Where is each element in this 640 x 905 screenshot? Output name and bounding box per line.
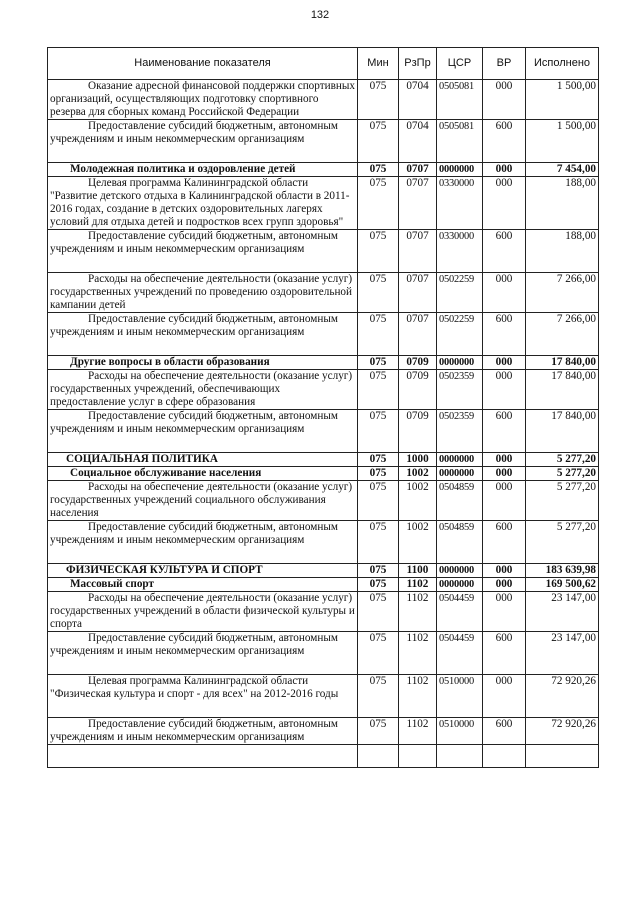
row-min: 075 bbox=[358, 177, 399, 230]
row-name: Целевая программа Калининградской области "Развитие детского отдыха в Калининградской области в 2011-2016 годах, создание в детских оздоровительных лагерях условий для отдыха детей и подростков всех групп здоровья" bbox=[48, 177, 358, 230]
row-min: 075 bbox=[358, 718, 399, 745]
row-csr: 0510000 bbox=[437, 675, 483, 702]
row-done: 188,00 bbox=[526, 177, 599, 230]
row-csr: 0504459 bbox=[437, 632, 483, 659]
row-name: Предоставление субсидий бюджетным, автономным учреждениям и иным некоммерческим организациям bbox=[48, 230, 358, 257]
row-vr: 000 bbox=[483, 80, 526, 120]
table-row bbox=[48, 273, 599, 313]
row-spacer bbox=[48, 146, 599, 163]
row-done: 5 277,20 bbox=[526, 521, 599, 548]
row-min: 075 bbox=[358, 467, 399, 481]
row-name: Другие вопросы в области образования bbox=[48, 356, 358, 370]
row-csr: 0000000 bbox=[437, 163, 483, 177]
row-csr: 0504859 bbox=[437, 481, 483, 521]
row-done: 17 840,00 bbox=[526, 356, 599, 370]
row-csr: 0504859 bbox=[437, 521, 483, 548]
row-rzpr: 0709 bbox=[399, 356, 437, 370]
row-name: Предоставление субсидий бюджетным, автономным учреждениям и иным некоммерческим организациям bbox=[48, 632, 358, 659]
table-row bbox=[48, 120, 599, 147]
row-done: 183 639,98 bbox=[526, 564, 599, 578]
row-vr: 000 bbox=[483, 578, 526, 592]
row-name: Предоставление субсидий бюджетным, автономным учреждениям и иным некоммерческим организациям bbox=[48, 718, 358, 745]
row-vr: 000 bbox=[483, 370, 526, 410]
row-done: 17 840,00 bbox=[526, 410, 599, 437]
row-min: 075 bbox=[358, 632, 399, 659]
row-vr: 000 bbox=[483, 592, 526, 632]
row-rzpr: 1102 bbox=[399, 632, 437, 659]
row-csr: 0330000 bbox=[437, 230, 483, 257]
row-name: Расходы на обеспечение деятельности (оказание услуг) государственных учреждений, обеспечивающих предоставление услуг в сфере образования bbox=[48, 370, 358, 410]
row-vr: 000 bbox=[483, 163, 526, 177]
row-rzpr: 1000 bbox=[399, 453, 437, 467]
row-min: 075 bbox=[358, 273, 399, 313]
table-row bbox=[48, 80, 599, 120]
table-row bbox=[48, 592, 599, 632]
row-csr: 0505081 bbox=[437, 120, 483, 147]
row-rzpr: 0704 bbox=[399, 120, 437, 147]
row-min: 075 bbox=[358, 410, 399, 437]
row-rzpr: 1002 bbox=[399, 481, 437, 521]
row-name: СОЦИАЛЬНАЯ ПОЛИТИКА bbox=[48, 453, 358, 467]
row-rzpr: 0707 bbox=[399, 163, 437, 177]
row-done: 5 277,20 bbox=[526, 467, 599, 481]
table-row bbox=[48, 230, 599, 257]
row-vr: 600 bbox=[483, 718, 526, 745]
row-min: 075 bbox=[358, 163, 399, 177]
row-min: 075 bbox=[358, 592, 399, 632]
row-rzpr: 1002 bbox=[399, 467, 437, 481]
row-spacer bbox=[48, 701, 599, 718]
row-name: Предоставление субсидий бюджетным, автономным учреждениям и иным некоммерческим организациям bbox=[48, 120, 358, 147]
row-done: 7 454,00 bbox=[526, 163, 599, 177]
table-row bbox=[48, 521, 599, 548]
row-min: 075 bbox=[358, 578, 399, 592]
header-vr: ВР bbox=[483, 48, 526, 80]
table-row-section bbox=[48, 578, 599, 592]
page-number: 132 bbox=[310, 9, 330, 21]
row-vr: 000 bbox=[483, 273, 526, 313]
row-csr: 0000000 bbox=[437, 453, 483, 467]
header-rzpr: РзПр bbox=[399, 48, 437, 80]
row-vr: 000 bbox=[483, 453, 526, 467]
row-csr: 0000000 bbox=[437, 467, 483, 481]
row-rzpr: 0704 bbox=[399, 80, 437, 120]
row-done: 169 500,62 bbox=[526, 578, 599, 592]
row-min: 075 bbox=[358, 80, 399, 120]
row-name: Оказание адресной финансовой поддержки спортивных организаций, осуществляющих подготовку спортивного резерва для сборных команд Российской Федерации bbox=[48, 80, 358, 120]
row-vr: 000 bbox=[483, 467, 526, 481]
row-done: 5 277,20 bbox=[526, 481, 599, 521]
row-done: 23 147,00 bbox=[526, 592, 599, 632]
budget-table bbox=[47, 47, 599, 768]
row-min: 075 bbox=[358, 356, 399, 370]
row-vr: 000 bbox=[483, 177, 526, 230]
row-rzpr: 0707 bbox=[399, 230, 437, 257]
row-done: 72 920,26 bbox=[526, 675, 599, 702]
row-min: 075 bbox=[358, 481, 399, 521]
table-row-section bbox=[48, 467, 599, 481]
table-row-section bbox=[48, 163, 599, 177]
row-spacer bbox=[48, 339, 599, 356]
row-rzpr: 0707 bbox=[399, 273, 437, 313]
row-done: 188,00 bbox=[526, 230, 599, 257]
row-name: Предоставление субсидий бюджетным, автономным учреждениям и иным некоммерческим организациям bbox=[48, 410, 358, 437]
row-min: 075 bbox=[358, 313, 399, 340]
row-vr: 600 bbox=[483, 313, 526, 340]
row-name: Расходы на обеспечение деятельности (оказание услуг) государственных учреждений в области физической культуры и спорта bbox=[48, 592, 358, 632]
table-row bbox=[48, 481, 599, 521]
header-csr: ЦСР bbox=[437, 48, 483, 80]
row-csr: 0502359 bbox=[437, 410, 483, 437]
row-rzpr: 0707 bbox=[399, 313, 437, 340]
row-min: 075 bbox=[358, 230, 399, 257]
row-name: Молодежная политика и оздоровление детей bbox=[48, 163, 358, 177]
row-done: 72 920,26 bbox=[526, 718, 599, 745]
table-row bbox=[48, 632, 599, 659]
row-spacer bbox=[48, 436, 599, 453]
row-name: ФИЗИЧЕСКАЯ КУЛЬТУРА И СПОРТ bbox=[48, 564, 358, 578]
row-rzpr: 1100 bbox=[399, 564, 437, 578]
row-csr: 0502259 bbox=[437, 313, 483, 340]
row-done: 1 500,00 bbox=[526, 120, 599, 147]
table-row bbox=[48, 177, 599, 230]
row-name: Массовый спорт bbox=[48, 578, 358, 592]
row-name: Социальное обслуживание населения bbox=[48, 467, 358, 481]
row-rzpr: 1002 bbox=[399, 521, 437, 548]
row-rzpr: 0709 bbox=[399, 410, 437, 437]
row-rzpr: 1102 bbox=[399, 718, 437, 745]
row-vr: 600 bbox=[483, 521, 526, 548]
row-min: 075 bbox=[358, 120, 399, 147]
row-min: 075 bbox=[358, 453, 399, 467]
row-csr: 0000000 bbox=[437, 356, 483, 370]
row-csr: 0502359 bbox=[437, 370, 483, 410]
row-csr: 0510000 bbox=[437, 718, 483, 745]
header-done: Исполнено bbox=[526, 48, 599, 80]
row-vr: 600 bbox=[483, 120, 526, 147]
header-min: Мин bbox=[358, 48, 399, 80]
row-name: Расходы на обеспечение деятельности (оказание услуг) государственных учреждений по проведению оздоровительной кампании детей bbox=[48, 273, 358, 313]
row-name: Целевая программа Калининградской области "Физическая культура и спорт - для всех" на 2012-2016 годы bbox=[48, 675, 358, 702]
header-name: Наименование показателя bbox=[48, 48, 358, 80]
row-spacer bbox=[48, 256, 599, 273]
row-rzpr: 0709 bbox=[399, 370, 437, 410]
table-header-row bbox=[48, 48, 599, 80]
row-vr: 000 bbox=[483, 564, 526, 578]
row-done: 17 840,00 bbox=[526, 370, 599, 410]
row-rzpr: 1102 bbox=[399, 675, 437, 702]
row-name: Предоставление субсидий бюджетным, автономным учреждениям и иным некоммерческим организациям bbox=[48, 313, 358, 340]
row-name: Предоставление субсидий бюджетным, автономным учреждениям и иным некоммерческим организациям bbox=[48, 521, 358, 548]
row-vr: 600 bbox=[483, 230, 526, 257]
table-row-section bbox=[48, 453, 599, 467]
row-done: 5 277,20 bbox=[526, 453, 599, 467]
row-csr: 0000000 bbox=[437, 564, 483, 578]
table-row bbox=[48, 675, 599, 702]
row-rzpr: 1102 bbox=[399, 592, 437, 632]
row-done: 1 500,00 bbox=[526, 80, 599, 120]
row-min: 075 bbox=[358, 675, 399, 702]
table-row bbox=[48, 718, 599, 745]
row-done: 7 266,00 bbox=[526, 273, 599, 313]
row-name: Расходы на обеспечение деятельности (оказание услуг) государственных учреждений социального обслуживания населения bbox=[48, 481, 358, 521]
row-done: 7 266,00 bbox=[526, 313, 599, 340]
table-row bbox=[48, 370, 599, 410]
row-vr: 000 bbox=[483, 481, 526, 521]
row-spacer bbox=[48, 658, 599, 675]
row-csr: 0000000 bbox=[437, 578, 483, 592]
row-spacer bbox=[48, 547, 599, 564]
row-vr: 600 bbox=[483, 632, 526, 659]
row-vr: 000 bbox=[483, 675, 526, 702]
table-row bbox=[48, 313, 599, 340]
row-rzpr: 1102 bbox=[399, 578, 437, 592]
row-done: 23 147,00 bbox=[526, 632, 599, 659]
row-csr: 0502259 bbox=[437, 273, 483, 313]
row-csr: 0330000 bbox=[437, 177, 483, 230]
row-vr: 000 bbox=[483, 356, 526, 370]
row-vr: 600 bbox=[483, 410, 526, 437]
table-row-section bbox=[48, 564, 599, 578]
table-row-section bbox=[48, 356, 599, 370]
row-rzpr: 0707 bbox=[399, 177, 437, 230]
row-filler bbox=[48, 745, 599, 768]
row-min: 075 bbox=[358, 564, 399, 578]
row-csr: 0505081 bbox=[437, 80, 483, 120]
row-min: 075 bbox=[358, 521, 399, 548]
row-csr: 0504459 bbox=[437, 592, 483, 632]
table-row bbox=[48, 410, 599, 437]
row-min: 075 bbox=[358, 370, 399, 410]
